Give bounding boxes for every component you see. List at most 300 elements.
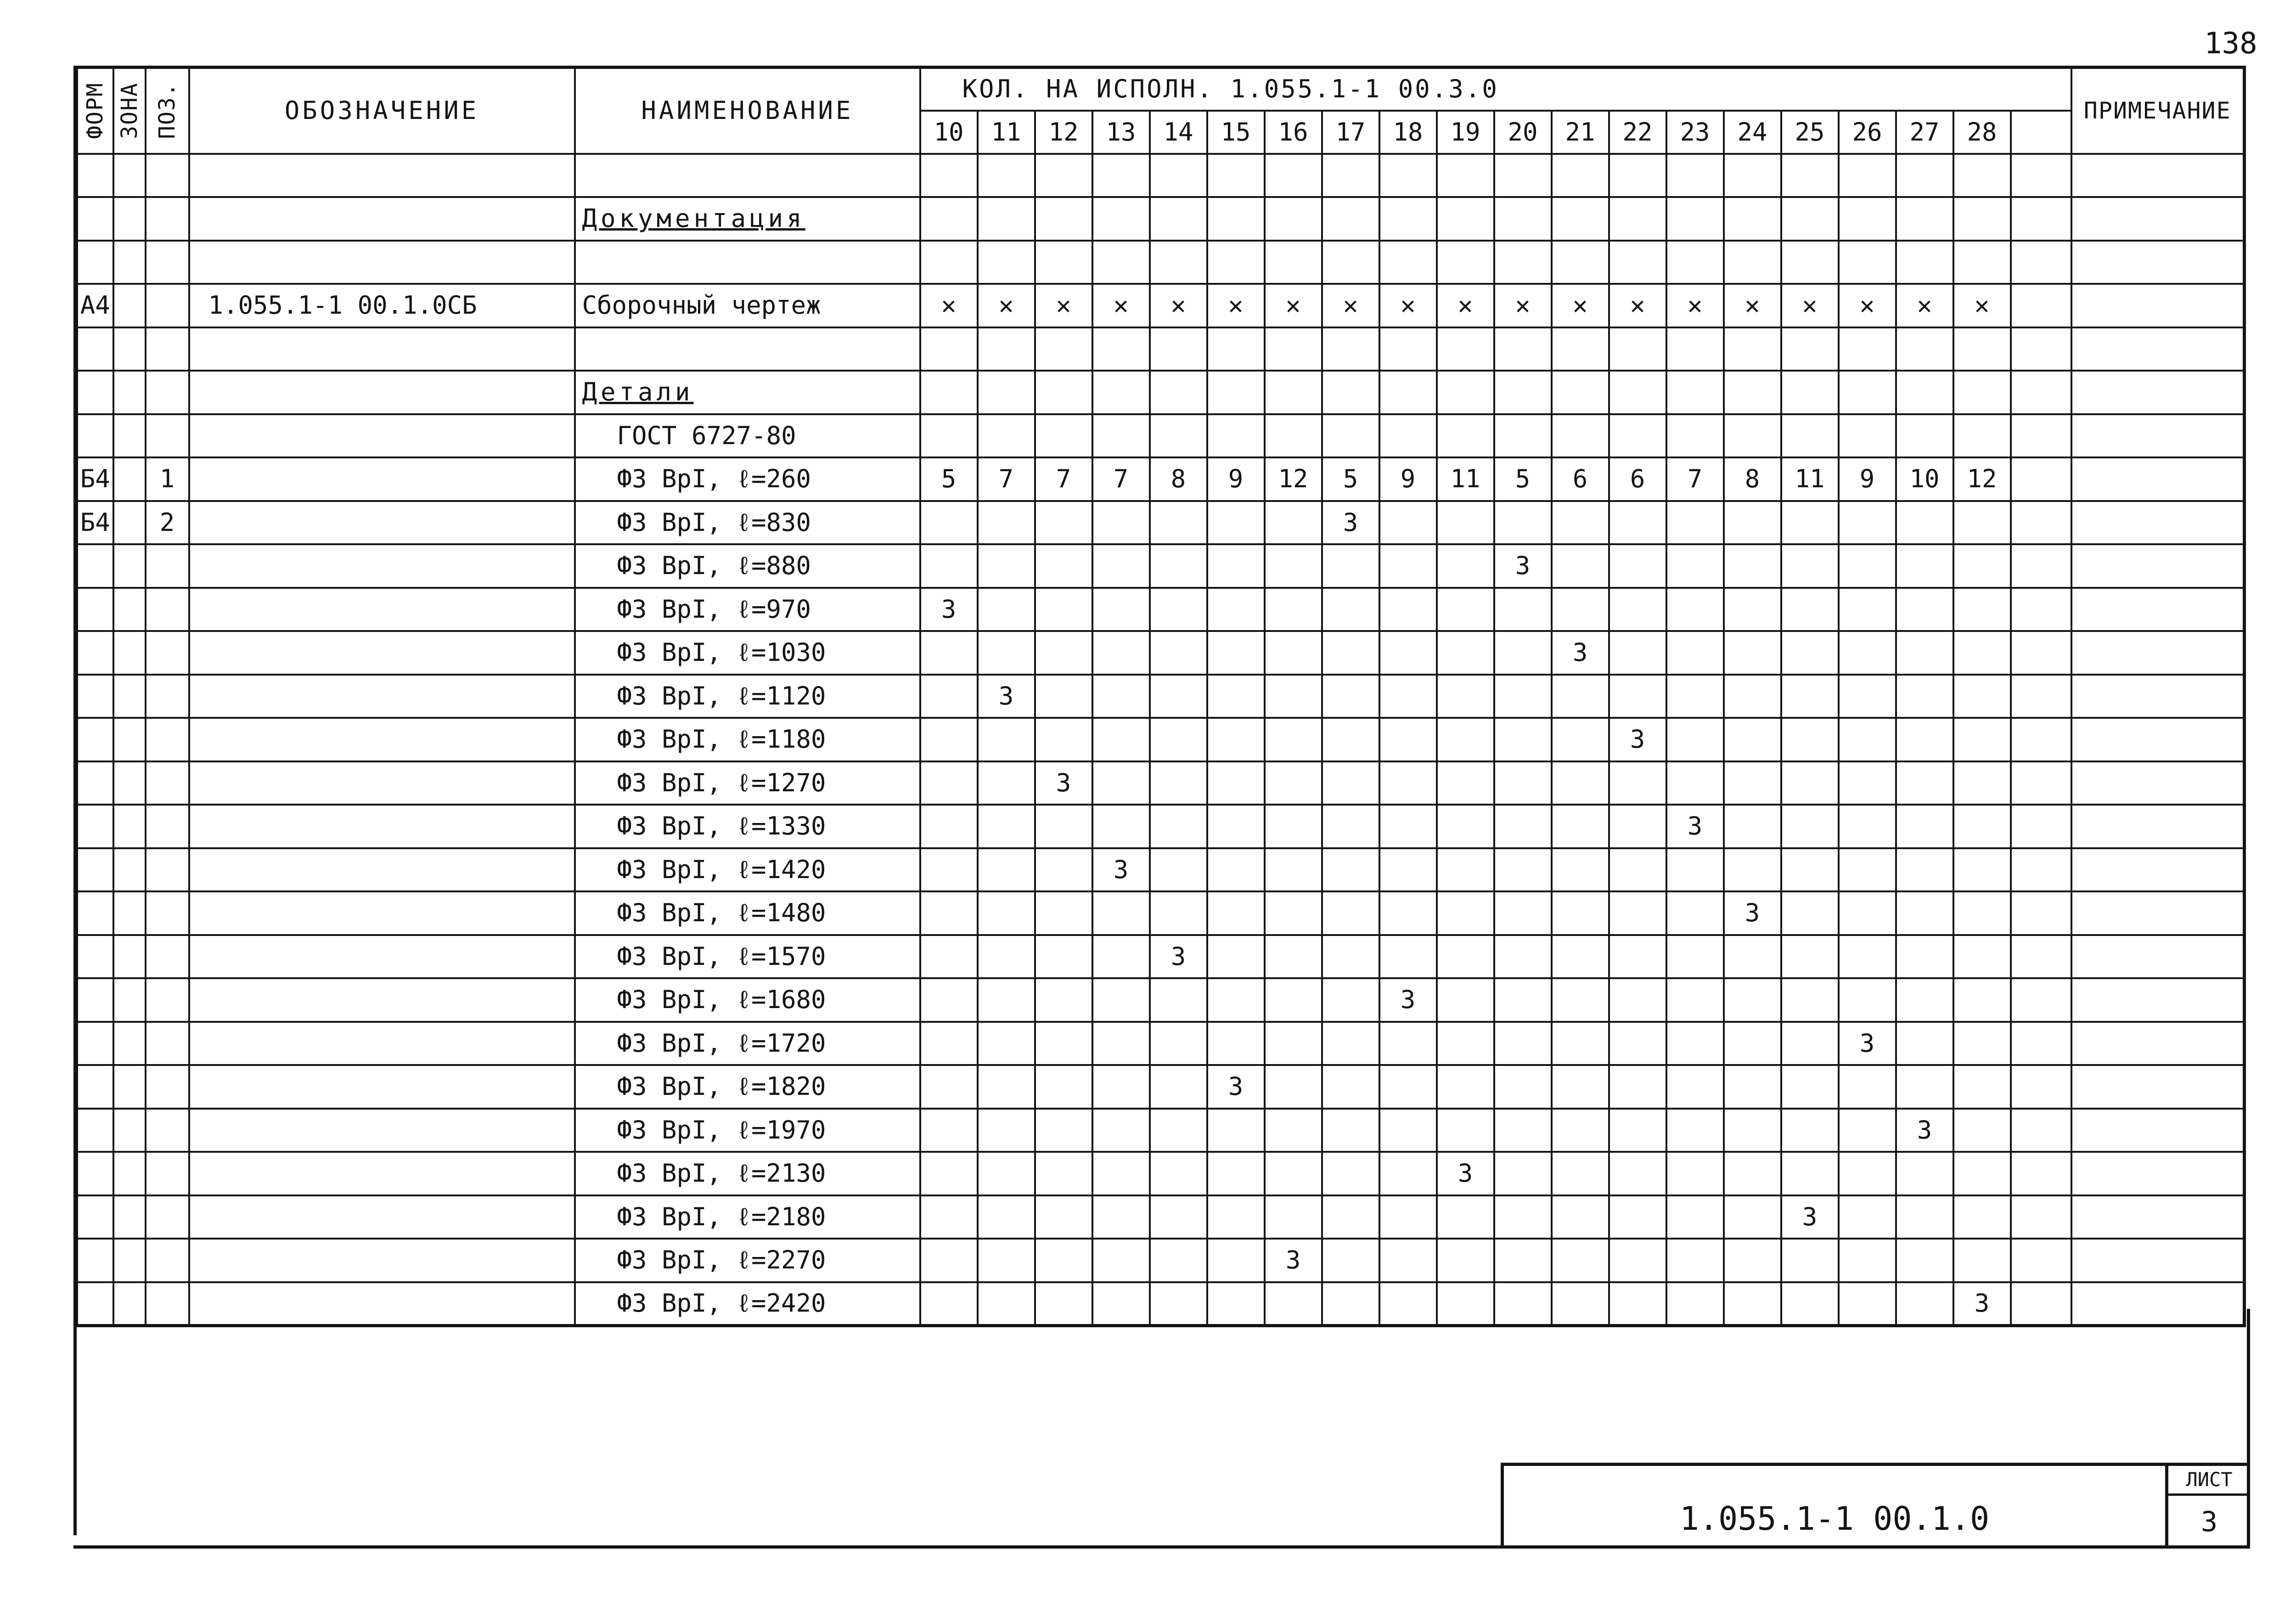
quantity-cell — [1092, 414, 1150, 458]
quantity-cell — [1207, 1022, 1265, 1065]
quantity-cell — [1839, 197, 1896, 241]
position-cell — [146, 761, 189, 805]
quantity-cell: ✕ — [1609, 284, 1666, 327]
name-cell: Ф3 ВрI, ℓ=1820 — [575, 1065, 920, 1109]
quantity-cell — [1724, 1065, 1781, 1109]
quantity-cell — [1781, 241, 1839, 284]
quantity-cell — [920, 154, 978, 197]
note-cell — [2071, 371, 2245, 414]
quantity-cell — [1781, 501, 1839, 545]
quantity-cell — [1207, 544, 1265, 588]
quantity-cell — [1150, 718, 1207, 761]
quantity-cell — [2011, 1239, 2071, 1282]
position-cell — [146, 588, 189, 631]
name-cell: Ф3 ВрI, ℓ=1680 — [575, 978, 920, 1022]
position-cell — [146, 197, 189, 241]
quantity-cell — [1150, 501, 1207, 545]
quantity-cell — [1092, 1152, 1150, 1195]
position-cell — [146, 805, 189, 848]
quantity-cell — [1781, 935, 1839, 979]
quantity-cell — [1724, 1109, 1781, 1152]
quantity-cell — [1839, 1282, 1896, 1326]
quantity-cell — [1092, 1282, 1150, 1326]
quantity-cell — [1494, 761, 1552, 805]
quantity-cell — [1207, 1152, 1265, 1195]
quantity-cell: ✕ — [1265, 284, 1322, 327]
quantity-cell — [920, 1195, 978, 1239]
quantity-cell — [1839, 631, 1896, 675]
quantity-cell — [1379, 371, 1437, 414]
quantity-cell: 3 — [920, 588, 978, 631]
position-cell — [146, 1022, 189, 1065]
header-column-number: 19 — [1437, 111, 1494, 154]
quantity-cell — [1265, 197, 1322, 241]
quantity-cell — [2011, 631, 2071, 675]
quantity-cell — [1092, 501, 1150, 545]
quantity-cell — [1322, 371, 1379, 414]
quantity-cell — [1379, 761, 1437, 805]
designation-cell — [189, 1282, 575, 1326]
page-number: 138 — [2204, 27, 2257, 61]
name-cell: Ф3 ВрI, ℓ=1420 — [575, 848, 920, 892]
table-row — [77, 197, 2245, 241]
quantity-cell — [1896, 544, 1953, 588]
quantity-cell — [1322, 631, 1379, 675]
quantity-cell: 6 — [1552, 457, 1609, 501]
quantity-cell — [1839, 1065, 1896, 1109]
quantity-cell: ✕ — [1666, 284, 1724, 327]
zone-cell — [113, 978, 146, 1022]
quantity-cell — [1666, 1152, 1724, 1195]
name-cell: Ф3 ВрI, ℓ=1720 — [575, 1022, 920, 1065]
quantity-cell — [978, 935, 1035, 979]
name-cell: Ф3 ВрI, ℓ=1480 — [575, 891, 920, 935]
quantity-cell: 12 — [1953, 457, 2011, 501]
quantity-cell — [1953, 761, 2011, 805]
quantity-cell — [2011, 1282, 2071, 1326]
zone-cell — [113, 1282, 146, 1326]
position-cell — [146, 1239, 189, 1282]
quantity-cell — [1437, 891, 1494, 935]
zone-cell — [113, 457, 146, 501]
quantity-cell — [1322, 544, 1379, 588]
quantity-cell — [978, 544, 1035, 588]
note-cell — [2071, 1152, 2245, 1195]
quantity-cell — [1379, 1195, 1437, 1239]
quantity-cell — [1724, 544, 1781, 588]
quantity-cell — [1207, 1282, 1265, 1326]
quantity-cell — [1035, 718, 1092, 761]
quantity-cell — [1896, 848, 1953, 892]
quantity-cell — [978, 1239, 1035, 1282]
zone-cell — [113, 935, 146, 979]
quantity-cell — [1896, 197, 1953, 241]
quantity-cell — [1609, 588, 1666, 631]
quantity-cell — [1781, 1109, 1839, 1152]
quantity-cell — [1839, 414, 1896, 458]
quantity-cell — [1379, 1065, 1437, 1109]
quantity-cell — [1150, 371, 1207, 414]
quantity-cell — [1437, 1022, 1494, 1065]
table-row — [77, 1152, 2245, 1195]
name-cell: ГОСТ 6727-80 — [575, 414, 920, 458]
zone-cell — [113, 718, 146, 761]
quantity-cell — [1552, 1109, 1609, 1152]
table-row — [77, 154, 2245, 197]
quantity-cell — [1781, 1239, 1839, 1282]
header-column-number: 13 — [1092, 111, 1150, 154]
quantity-cell — [2011, 675, 2071, 718]
position-cell — [146, 1109, 189, 1152]
quantity-cell — [1035, 1022, 1092, 1065]
frame-left-border — [73, 66, 77, 1535]
zone-cell — [113, 761, 146, 805]
quantity-cell — [1379, 1282, 1437, 1326]
designation-cell — [189, 154, 575, 197]
format-cell — [77, 197, 113, 241]
quantity-cell — [1437, 718, 1494, 761]
note-cell — [2071, 1109, 2245, 1152]
quantity-cell — [1207, 241, 1265, 284]
quantity-cell — [1781, 327, 1839, 371]
quantity-cell — [1953, 935, 2011, 979]
name-cell — [575, 241, 920, 284]
quantity-cell — [1265, 805, 1322, 848]
quantity-cell — [1896, 761, 1953, 805]
quantity-cell — [2011, 588, 2071, 631]
quantity-cell — [1666, 675, 1724, 718]
table-row — [77, 1065, 2245, 1109]
quantity-cell — [1666, 371, 1724, 414]
quantity-cell — [1035, 1065, 1092, 1109]
name-cell: Ф3 ВрI, ℓ=2180 — [575, 1195, 920, 1239]
name-cell: Ф3 ВрI, ℓ=1330 — [575, 805, 920, 848]
quantity-cell — [1494, 241, 1552, 284]
quantity-cell — [2011, 284, 2071, 327]
quantity-cell — [920, 1152, 978, 1195]
position-cell — [146, 891, 189, 935]
sheet-value: 3 — [2200, 1506, 2218, 1538]
zone-cell — [113, 1239, 146, 1282]
quantity-cell — [1724, 761, 1781, 805]
quantity-cell — [1322, 935, 1379, 979]
quantity-cell — [1724, 414, 1781, 458]
quantity-cell — [1609, 501, 1666, 545]
note-cell — [2071, 154, 2245, 197]
position-cell: 1 — [146, 457, 189, 501]
quantity-cell — [1035, 1109, 1092, 1152]
quantity-cell — [1322, 761, 1379, 805]
quantity-cell — [1896, 371, 1953, 414]
quantity-cell — [1035, 588, 1092, 631]
quantity-cell — [1322, 805, 1379, 848]
quantity-cell — [1207, 631, 1265, 675]
quantity-cell — [2011, 501, 2071, 545]
quantity-cell — [1494, 1152, 1552, 1195]
quantity-cell — [1207, 675, 1265, 718]
quantity-cell — [1437, 501, 1494, 545]
quantity-cell — [1896, 327, 1953, 371]
designation-cell — [189, 1239, 575, 1282]
quantity-cell — [1092, 588, 1150, 631]
note-cell — [2071, 197, 2245, 241]
quantity-cell — [978, 891, 1035, 935]
quantity-cell: 12 — [1265, 457, 1322, 501]
quantity-cell — [1609, 675, 1666, 718]
quantity-cell — [1724, 1282, 1781, 1326]
note-cell — [2071, 284, 2245, 327]
quantity-cell — [1265, 588, 1322, 631]
quantity-cell — [1207, 327, 1265, 371]
quantity-cell — [1035, 501, 1092, 545]
quantity-cell — [1150, 805, 1207, 848]
quantity-cell — [1035, 327, 1092, 371]
quantity-cell: 3 — [1839, 1022, 1896, 1065]
quantity-cell — [1150, 1152, 1207, 1195]
format-cell — [77, 241, 113, 284]
quantity-cell — [1724, 1152, 1781, 1195]
quantity-cell — [1724, 197, 1781, 241]
format-cell: Б4 — [77, 501, 113, 545]
quantity-cell — [1609, 891, 1666, 935]
quantity-cell — [1035, 848, 1092, 892]
quantity-cell — [1379, 327, 1437, 371]
quantity-cell — [1265, 371, 1322, 414]
quantity-cell — [1207, 501, 1265, 545]
quantity-cell — [978, 197, 1035, 241]
note-cell — [2071, 761, 2245, 805]
quantity-cell — [1552, 197, 1609, 241]
quantity-cell — [1781, 978, 1839, 1022]
quantity-cell — [2011, 718, 2071, 761]
quantity-cell: 7 — [1035, 457, 1092, 501]
quantity-cell — [1781, 414, 1839, 458]
format-cell — [77, 848, 113, 892]
quantity-cell — [1724, 805, 1781, 848]
header-column-number: 20 — [1494, 111, 1552, 154]
zone-cell — [113, 1065, 146, 1109]
header-column-number: 26 — [1839, 111, 1896, 154]
quantity-cell — [1207, 761, 1265, 805]
zone-cell — [113, 1195, 146, 1239]
quantity-cell — [1207, 978, 1265, 1022]
quantity-cell — [1207, 935, 1265, 979]
quantity-cell — [1953, 891, 2011, 935]
quantity-cell — [1150, 1022, 1207, 1065]
quantity-cell — [920, 891, 978, 935]
position-cell — [146, 675, 189, 718]
quantity-cell — [1150, 1282, 1207, 1326]
quantity-cell — [1953, 501, 2011, 545]
header-column-number: 21 — [1552, 111, 1609, 154]
designation-cell — [189, 761, 575, 805]
quantity-cell — [1207, 1195, 1265, 1239]
quantity-cell: ✕ — [1953, 284, 2011, 327]
quantity-cell — [1207, 891, 1265, 935]
quantity-cell — [1265, 935, 1322, 979]
quantity-cell: 3 — [1379, 978, 1437, 1022]
quantity-cell — [1609, 1239, 1666, 1282]
quantity-cell — [1494, 631, 1552, 675]
position-cell — [146, 718, 189, 761]
zone-cell — [113, 805, 146, 848]
format-cell — [77, 1239, 113, 1282]
quantity-cell — [1150, 414, 1207, 458]
quantity-cell — [1781, 675, 1839, 718]
table-row — [77, 718, 2245, 761]
quantity-cell: ✕ — [1379, 284, 1437, 327]
table-row — [77, 1239, 2245, 1282]
table-row — [77, 414, 2245, 458]
quantity-cell — [1494, 1239, 1552, 1282]
quantity-cell — [920, 978, 978, 1022]
name-cell: Ф3 ВрI, ℓ=2420 — [575, 1282, 920, 1326]
position-cell — [146, 1065, 189, 1109]
quantity-cell: ✕ — [1150, 284, 1207, 327]
quantity-cell — [1552, 761, 1609, 805]
quantity-cell — [1552, 718, 1609, 761]
quantity-cell — [1322, 197, 1379, 241]
quantity-cell — [1035, 805, 1092, 848]
header-position: ПОЗ. — [146, 68, 189, 154]
quantity-cell — [1207, 718, 1265, 761]
quantity-cell — [1265, 414, 1322, 458]
quantity-cell — [1265, 544, 1322, 588]
quantity-cell — [1035, 935, 1092, 979]
quantity-cell — [1092, 154, 1150, 197]
table-row — [77, 631, 2245, 675]
quantity-cell — [1379, 1152, 1437, 1195]
quantity-cell — [1666, 544, 1724, 588]
quantity-cell — [1379, 544, 1437, 588]
table-row — [77, 978, 2245, 1022]
format-cell — [77, 1022, 113, 1065]
quantity-cell — [1035, 414, 1092, 458]
name-cell: Документация — [575, 197, 920, 241]
quantity-cell — [1150, 675, 1207, 718]
quantity-cell — [1092, 1109, 1150, 1152]
quantity-cell — [1666, 761, 1724, 805]
quantity-cell — [1092, 327, 1150, 371]
quantity-cell: ✕ — [1437, 284, 1494, 327]
quantity-cell: 7 — [978, 457, 1035, 501]
table-row — [77, 1195, 2245, 1239]
quantity-cell — [1839, 675, 1896, 718]
zone-cell — [113, 371, 146, 414]
quantity-cell — [978, 371, 1035, 414]
position-cell — [146, 848, 189, 892]
quantity-cell: ✕ — [1322, 284, 1379, 327]
note-cell — [2071, 978, 2245, 1022]
note-cell — [2071, 1195, 2245, 1239]
quantity-cell — [2011, 978, 2071, 1022]
quantity-cell — [1666, 1109, 1724, 1152]
header-format: ФОРМ — [77, 68, 113, 154]
table-row — [77, 588, 2245, 631]
quantity-cell — [1437, 761, 1494, 805]
quantity-cell — [1552, 1065, 1609, 1109]
zone-cell — [113, 848, 146, 892]
quantity-cell — [1781, 761, 1839, 805]
quantity-cell — [1953, 848, 2011, 892]
quantity-cell — [920, 718, 978, 761]
position-cell — [146, 284, 189, 327]
quantity-cell — [1150, 1109, 1207, 1152]
zone-cell — [113, 1022, 146, 1065]
quantity-cell — [1666, 241, 1724, 284]
quantity-cell — [1896, 1065, 1953, 1109]
quantity-cell — [1322, 978, 1379, 1022]
quantity-cell — [1035, 1239, 1092, 1282]
table-row — [77, 1022, 2245, 1065]
quantity-cell — [1609, 1109, 1666, 1152]
quantity-cell — [1150, 197, 1207, 241]
quantity-cell — [2011, 544, 2071, 588]
quantity-cell — [1839, 371, 1896, 414]
quantity-cell — [1265, 848, 1322, 892]
quantity-cell — [1265, 154, 1322, 197]
format-cell — [77, 978, 113, 1022]
header-column-number: 10 — [920, 111, 978, 154]
quantity-cell — [1781, 588, 1839, 631]
format-cell: Б4 — [77, 457, 113, 501]
quantity-cell — [1953, 544, 2011, 588]
quantity-cell — [1092, 544, 1150, 588]
position-cell — [146, 935, 189, 979]
position-cell — [146, 631, 189, 675]
quantity-cell — [1494, 1065, 1552, 1109]
quantity-cell — [1379, 805, 1437, 848]
quantity-cell — [1953, 1195, 2011, 1239]
quantity-cell — [1724, 501, 1781, 545]
quantity-cell — [1724, 675, 1781, 718]
quantity-cell — [1494, 197, 1552, 241]
quantity-cell — [1953, 154, 2011, 197]
quantity-cell — [2011, 805, 2071, 848]
quantity-cell — [1379, 848, 1437, 892]
quantity-cell — [1839, 935, 1896, 979]
format-cell — [77, 805, 113, 848]
note-cell — [2071, 891, 2245, 935]
quantity-cell — [1437, 1195, 1494, 1239]
position-cell: 2 — [146, 501, 189, 545]
quantity-cell — [920, 501, 978, 545]
quantity-cell — [1150, 1065, 1207, 1109]
quantity-cell — [1552, 675, 1609, 718]
quantity-cell — [1609, 1065, 1666, 1109]
quantity-cell — [1896, 501, 1953, 545]
format-cell — [77, 761, 113, 805]
quantity-cell — [1552, 327, 1609, 371]
quantity-cell — [1207, 805, 1265, 848]
designation-cell — [189, 457, 575, 501]
quantity-cell: 3 — [1896, 1109, 1953, 1152]
quantity-cell — [1437, 805, 1494, 848]
designation-cell — [189, 848, 575, 892]
table-row — [77, 457, 2245, 501]
quantity-cell — [1839, 588, 1896, 631]
header-column-number: 11 — [978, 111, 1035, 154]
quantity-cell — [1494, 588, 1552, 631]
quantity-cell — [1207, 848, 1265, 892]
format-cell — [77, 675, 113, 718]
quantity-cell: ✕ — [978, 284, 1035, 327]
quantity-cell — [1839, 1239, 1896, 1282]
quantity-cell — [1552, 1195, 1609, 1239]
format-cell: А4 — [77, 284, 113, 327]
table-row — [77, 805, 2245, 848]
position-cell — [146, 544, 189, 588]
